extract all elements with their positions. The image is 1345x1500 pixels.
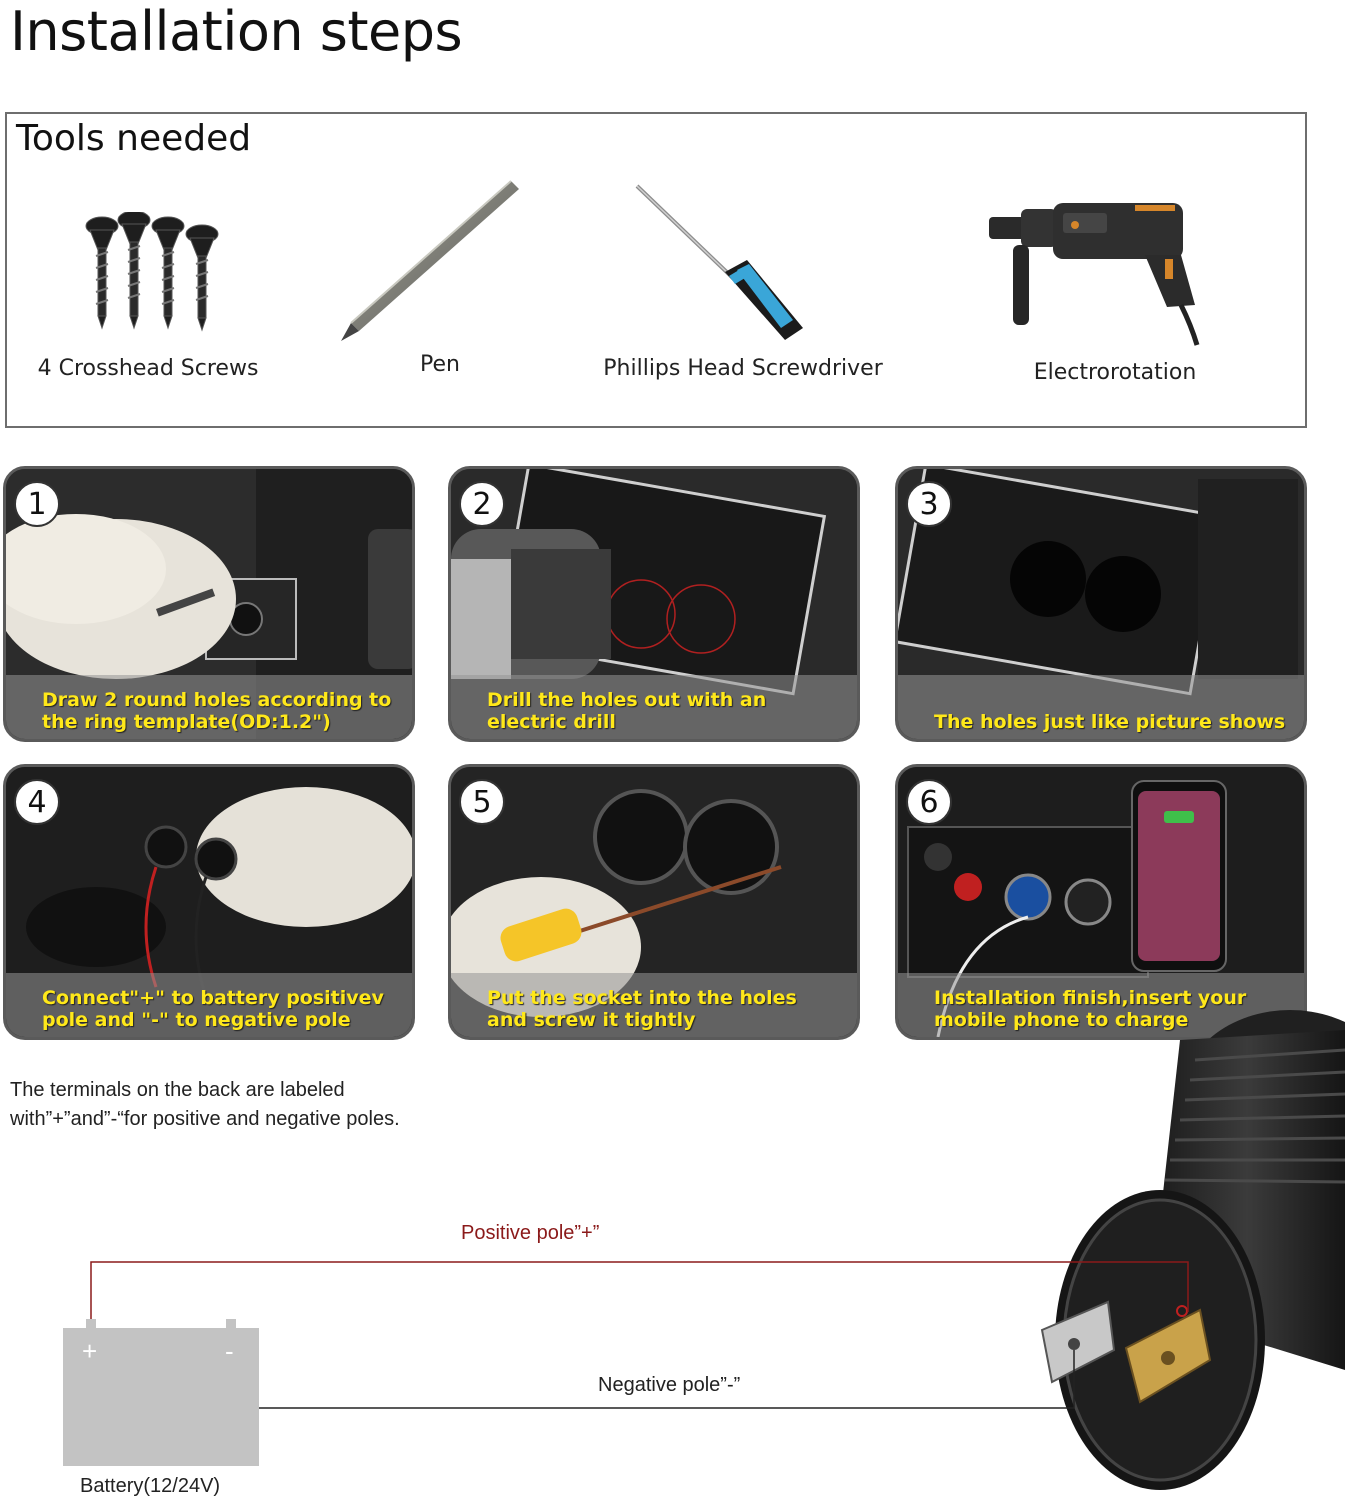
step-caption-6: Installation finish,insert your mobile phone to charge (934, 987, 1247, 1031)
step-number-badge-2: 2 (459, 481, 505, 527)
step-card-4 (3, 764, 415, 1040)
negative-pole-label: Negative pole”-” (598, 1374, 741, 1396)
battery-plus-sign: + (82, 1336, 98, 1366)
step-card-1 (3, 466, 415, 742)
step-number-badge-4: 4 (14, 779, 60, 825)
pen-icon (335, 175, 525, 345)
battery-positive-terminal (86, 1319, 96, 1329)
tools-heading: Tools needed (16, 118, 252, 159)
step-number-badge-6: 6 (906, 779, 952, 825)
step-caption-5: Put the socket into the holes and screw it tightly (487, 987, 797, 1031)
step-card-2 (448, 466, 860, 742)
battery-minus-sign: - (225, 1336, 234, 1366)
step-caption-1: Draw 2 round holes according to the ring template(OD:1.2") (42, 689, 392, 733)
step-caption-2: Drill the holes out with an electric drill (487, 689, 767, 733)
tool-label-pen: Pen (420, 352, 460, 377)
step-caption-4: Connect"+" to battery positivev pole and "-" to negative pole (42, 987, 384, 1031)
drill-icon (985, 195, 1200, 350)
step-number-badge-3: 3 (906, 481, 952, 527)
terminal-note: The terminals on the back are labeled with”+”and”-“for positive and negative poles. (10, 1079, 400, 1130)
page-title: Installation steps (10, 0, 463, 63)
battery-label: Battery(12/24V) (80, 1475, 221, 1497)
positive-pole-label: Positive pole”+” (461, 1222, 600, 1244)
step-card-5 (448, 764, 860, 1040)
screws-icon (70, 212, 230, 332)
battery-negative-terminal (226, 1319, 236, 1329)
step-card-6 (895, 764, 1307, 1040)
step-number-badge-5: 5 (459, 779, 505, 825)
tool-label-drill: Electrorotation (1033, 360, 1197, 385)
screwdriver-icon (625, 180, 815, 350)
step-caption-3: The holes just like picture shows (934, 711, 1286, 733)
positive-wire (91, 1262, 1188, 1320)
step-card-3 (895, 466, 1307, 742)
tool-label-screwdriver: Phillips Head Screwdriver (603, 356, 883, 381)
step-number-badge-1: 1 (14, 481, 60, 527)
tool-label-screws: 4 Crosshead Screws (37, 356, 259, 381)
